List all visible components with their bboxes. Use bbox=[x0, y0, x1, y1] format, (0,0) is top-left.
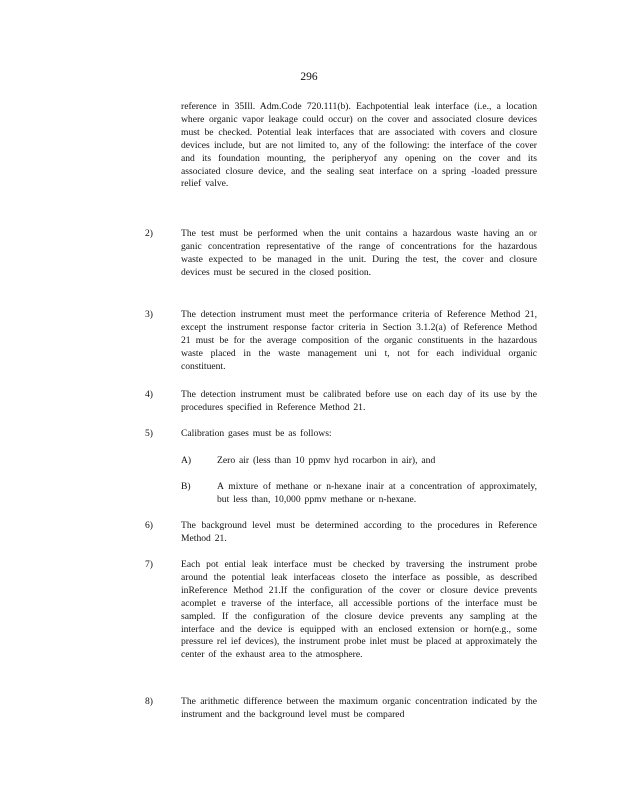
sub-item-text-b: A mixture of methane or n-hexane inair at a concentration of approximately, but less than, 10,000 ppmv methane or n-hexane. bbox=[217, 481, 537, 505]
item-text-6: The background level must be determined according to the procedures in Reference Method 21. bbox=[181, 520, 537, 544]
item-text-5: Calibration gases must be as follows: bbox=[181, 428, 332, 439]
item-number-4: 4) bbox=[145, 389, 153, 400]
sub-item-text-a: Zero air (less than 10 ppmv hyd rocarbon in air), and bbox=[217, 455, 436, 466]
item-number-8: 8) bbox=[145, 696, 153, 707]
item-number-6: 6) bbox=[145, 520, 153, 531]
sub-item-letter-b: B) bbox=[181, 481, 191, 492]
item-number-7: 7) bbox=[145, 559, 153, 570]
intro-paragraph: reference in 35Ill. Adm.Code 720.111(b). Eachpotential leak interface (i.e., a location where organic vapor leakage could occur) on the cover and associated closure devices must be checked. Potential leak interfaces that are associated with covers and closure devices include, but are not limited to, any of the following: the interface of the cover and its foundation mounting, the peripheryof any opening on the cover and its associated closure device, and the sealing seat interface on a spring -loaded pressure relief valve. bbox=[181, 101, 537, 190]
item-text-4: The detection instrument must be calibrated before use on each day of its use by the procedures specified in Reference Method 21. bbox=[181, 389, 537, 413]
sub-item-letter-a: A) bbox=[181, 455, 192, 466]
item-number-2: 2) bbox=[145, 228, 153, 239]
item-text-2: The test must be performed when the unit contains a hazardous waste having an or ganic concentration representative of the range of concentrations for the hazardous waste expected to be managed in the unit. During the test, the cover and closure devices must be secured in the closed position. bbox=[181, 228, 537, 278]
item-text-7: Each pot ential leak interface must be checked by traversing the instrument probe around the potential leak interfaceas closeto the interface as possible, as described inReference Method 21.If the configuration of the cover or closure device prevents acomplet e traverse of the interface, all accessible portions of the interface must be sampled. If the configuration of the closure device prevents any sampling at the interface and the device is equipped with an enclosed extension or horn(e.g., some pressure rel ief devices), the instrument probe inlet must be placed at approximately the center of the exhaust area to the atmosphere. bbox=[181, 559, 537, 661]
item-text-8: The arithmetic difference between the maximum organic concentration indicated by the instrument and the background level must be compared bbox=[181, 696, 537, 720]
page-number: 296 bbox=[300, 71, 318, 83]
item-number-3: 3) bbox=[145, 309, 153, 320]
item-number-5: 5) bbox=[145, 428, 153, 439]
item-text-3: The detection instrument must meet the performance criteria of Reference Method 21, except the instrument response factor criteria in Section 3.1.2(a) of Reference Method 21 must be for the average composition of the organic constituents in the hazardous waste placed in the waste management uni t, not for each individual organic constituent. bbox=[181, 309, 537, 372]
